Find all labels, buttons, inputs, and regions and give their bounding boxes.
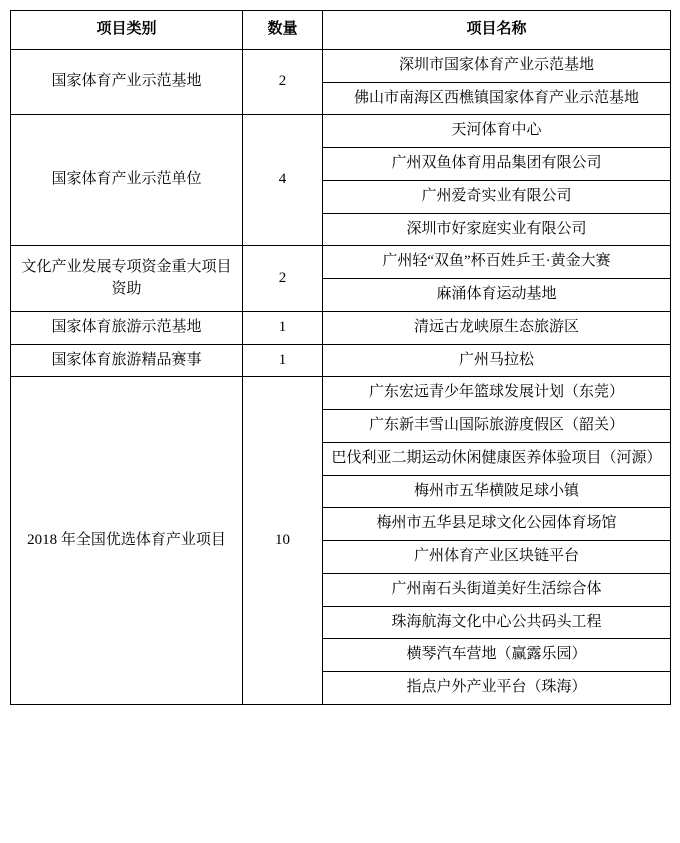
cell-project-name: 广东宏远青少年篮球发展计划（东莞）: [323, 377, 671, 410]
cell-project-name: 广州爱奇实业有限公司: [323, 180, 671, 213]
sports-industry-projects-table: [10, 10, 671, 705]
cell-category: 文化产业发展专项资金重大项目资助: [11, 246, 243, 312]
cell-project-name: 广州体育产业区块链平台: [323, 541, 671, 574]
cell-project-name: 麻涌体育运动基地: [323, 279, 671, 312]
cell-project-name: 深圳市好家庭实业有限公司: [323, 213, 671, 246]
cell-project-name: 广州南石头街道美好生活综合体: [323, 573, 671, 606]
cell-count: 10: [243, 377, 323, 705]
cell-project-name: 广东新丰雪山国际旅游度假区（韶关）: [323, 410, 671, 443]
column-header-count: 数量: [243, 11, 323, 50]
cell-category: 2018 年全国优选体育产业项目: [11, 377, 243, 705]
table-row: [11, 246, 671, 279]
table-body: [11, 49, 671, 704]
cell-project-name: 广州马拉松: [323, 344, 671, 377]
cell-count: 2: [243, 246, 323, 312]
cell-project-name: 梅州市五华横陂足球小镇: [323, 475, 671, 508]
cell-project-name: 梅州市五华县足球文化公园体育场馆: [323, 508, 671, 541]
cell-project-name: 佛山市南海区西樵镇国家体育产业示范基地: [323, 82, 671, 115]
cell-count: 2: [243, 49, 323, 115]
cell-project-name: 深圳市国家体育产业示范基地: [323, 49, 671, 82]
cell-project-name: 广州双鱼体育用品集团有限公司: [323, 148, 671, 181]
table-row: [11, 115, 671, 148]
cell-project-name: 珠海航海文化中心公共码头工程: [323, 606, 671, 639]
cell-project-name: 巴伐利亚二期运动休闲健康医养体验项目（河源）: [323, 442, 671, 475]
cell-count: 4: [243, 115, 323, 246]
cell-category: 国家体育产业示范基地: [11, 49, 243, 115]
cell-project-name: 指点户外产业平台（珠海）: [323, 672, 671, 705]
column-header-category: 项目类别: [11, 11, 243, 50]
table-row: [11, 49, 671, 82]
cell-category: 国家体育旅游精品赛事: [11, 344, 243, 377]
cell-project-name: 广州轻“双鱼”杯百姓乒王·黄金大赛: [323, 246, 671, 279]
cell-category: 国家体育旅游示范基地: [11, 311, 243, 344]
cell-project-name: 横琴汽车营地（赢露乐园）: [323, 639, 671, 672]
column-header-project-name: 项目名称: [323, 11, 671, 50]
cell-category: 国家体育产业示范单位: [11, 115, 243, 246]
cell-project-name: 清远古龙峡原生态旅游区: [323, 311, 671, 344]
cell-count: 1: [243, 311, 323, 344]
table-header: [11, 11, 671, 50]
table-row: [11, 344, 671, 377]
table-row: [11, 377, 671, 410]
table-row: [11, 311, 671, 344]
cell-project-name: 天河体育中心: [323, 115, 671, 148]
table-header-row: [11, 11, 671, 50]
cell-count: 1: [243, 344, 323, 377]
